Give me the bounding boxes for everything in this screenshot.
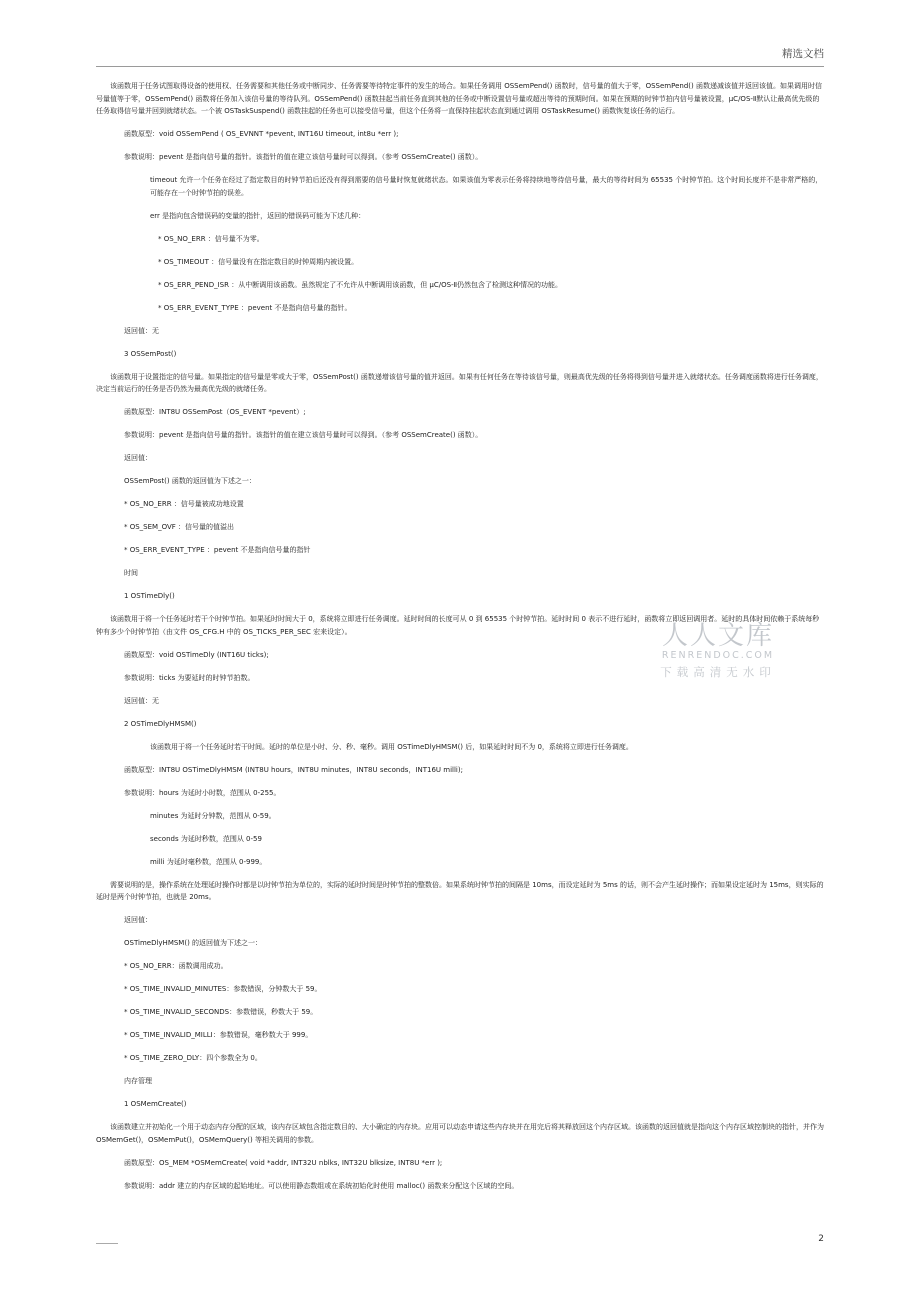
category-heading: 时间 — [124, 569, 138, 577]
prototype-ossempost: 函数原型：INT8U OSSemPost（OS_EVENT *pevent）; — [124, 408, 306, 416]
category-heading: 内存管理 — [124, 1077, 152, 1085]
param-seconds: seconds 为延时秒数，范围从 0-59 — [150, 834, 262, 843]
prototype-ostimedlyhmsm: 函数原型：INT8U OSTimeDlyHMSM (INT8U hours，INT8U minutes，INT8U seconds，INT16U milli); — [124, 765, 463, 774]
page-footer — [96, 1234, 824, 1250]
paragraph-ostimedly-desc: 该函数用于将一个任务延时若干个时钟节拍。如果延时时间大于 0，系统将立即进行任务调度。延时时间的长度可从 0 到 65535 个时钟节拍。延时时间 0 表示不进行延时，函数将立即返回调用者。延时的具体时间依赖于系统每秒钟有多少个时钟节拍（由文件 OS_CFG.H 中的 OS_TICKS_PER_SEC 宏来设定）。 — [96, 615, 820, 636]
return-code-item: * OS_TIME_INVALID_MILLI：参数错误，毫秒数大于 999。 — [124, 1031, 313, 1039]
watermark-title: 人人文库 — [661, 621, 774, 651]
error-code-item: * OS_NO_ERR ：信号量不为零。 — [158, 234, 264, 243]
paragraph-tick-note: 需要说明的是，操作系统在处理延时操作时都是以时钟节拍为单位的，实际的延时时间是时钟节拍的整数倍。如果系统时钟节拍的间隔是 10ms，而设定延时为 5ms 的话，则不会产生延时操作；而如果设定延时为 15ms，则实际的延时是两个时钟节拍，也就是 20ms。 — [96, 880, 824, 901]
param-minutes: minutes 为延时分钟数，范围从 0-59。 — [150, 811, 276, 820]
watermark-domain: RENRENDOC.COM — [661, 650, 775, 661]
paragraph-ossempost-desc: 该函数用于设置指定的信号量。如果指定的信号量是零或大于零，OSSemPost() 函数递增该信号量的值并返回。如果有任何任务在等待该信号量，则最高优先级的任务将得到信号量并进入就绪状态。任务调度函数将进行任务调度，决定当前运行的任务是否仍然为最高优先级的就绪任务。 — [96, 372, 823, 393]
return-value-label: 返回值：无 — [124, 696, 159, 705]
return-code-item: * OS_ERR_EVENT_TYPE ：pevent 不是指向信号量的指针 — [124, 546, 311, 554]
footer-rule — [96, 1243, 118, 1244]
header-label: 精选文档 — [782, 48, 824, 60]
param-err: err 是指向包含错误码的变量的指针，返回的错误码可能为下述几种： — [150, 211, 366, 220]
error-code-item: * OS_ERR_EVENT_TYPE ：pevent 不是指向信号量的指针。 — [158, 303, 352, 312]
section-heading: 1 OSTimeDly() — [124, 592, 175, 600]
section-heading: 2 OSTimeDlyHMSM() — [124, 719, 197, 728]
return-code-item: * OS_TIME_INVALID_MINUTES：参数错误，分钟数大于 59。 — [124, 985, 322, 993]
return-code-item: * OS_SEM_OVF ：信号量的值溢出 — [124, 523, 235, 531]
return-intro: OSTimeDlyHMSM() 的返回值为下述之一： — [124, 939, 263, 947]
return-value-label: 返回值： — [124, 454, 152, 462]
param-hours: 参数说明：hours 为延时小时数，范围从 0-255。 — [124, 788, 281, 797]
page-header — [96, 44, 824, 67]
return-code-item: * OS_NO_ERR ：信号量被成功地设置 — [124, 500, 244, 508]
prototype-osmemcreate: 函数原型：OS_MEM *OSMemCreate( void *addr, INT32U nblks, INT32U blksize, INT8U *err ); — [124, 1158, 443, 1167]
page-number: 2 — [818, 1234, 824, 1244]
section-heading: 3 OSSemPost() — [124, 349, 177, 358]
paragraph-ossempend-desc: 该函数用于任务试图取得设备的使用权、任务需要和其他任务或中断同步、任务需要等待特定事件的发生的场合。如果任务调用 OSSemPend() 函数时，信号量的值大于零，OSSemPend() 函数递减该值并返回该值。如果调用时信号量值等于零，OSSemPend() 函数将任务加入该信号量的等待队列。OSSemPend() 函数挂起当前任务直到其他的任务或中断设置信号量或超出等待的预期时间。如果在预期的时钟节拍内信号量被设置，μC/OS-Ⅱ默认让最高优先级的任务取得信号量并回到就绪状态。一个被 OSTaskSuspend() 函数挂起的任务也可以接受信号量，但这个任务将一直保持挂起状态直到通过调用 OSTaskResume() 函数恢复该任务的运行。 — [96, 82, 822, 115]
prototype-ossempend: 函数原型：void OSSemPend ( OS_EVNNT *pevent, INT16U timeout, int8u *err ); — [124, 130, 399, 138]
param-pevent: 参数说明：pevent 是指向信号量的指针。该指针的值在建立该信号量时可以得到。（参考 OSSemCreate() 函数）。 — [124, 153, 483, 161]
param-ticks: 参数说明：ticks 为要延时的时钟节拍数。 — [124, 673, 255, 682]
return-value-label: 返回值：无 — [124, 326, 159, 335]
return-intro: OSSemPost() 函数的返回值为下述之一： — [124, 477, 256, 485]
return-code-item: * OS_TIME_ZERO_DLY：四个参数全为 0。 — [124, 1054, 262, 1062]
param-milli: milli 为延时毫秒数，范围从 0-999。 — [150, 857, 267, 866]
return-code-item: * OS_TIME_INVALID_SECONDS：参数错误，秒数大于 59。 — [124, 1008, 318, 1016]
document-body — [96, 80, 824, 1203]
return-code-item: * OS_NO_ERR：函数调用成功。 — [124, 962, 228, 970]
error-code-item: * OS_ERR_PEND_ISR ：从中断调用该函数。虽然规定了不允许从中断调用该函数，但 μC/OS-Ⅱ仍然包含了检测这种情况的功能。 — [158, 280, 563, 289]
param-pevent: 参数说明：pevent 是指向信号量的指针。该指针的值在建立该信号量时可以得到。（参考 OSSemCreate() 函数）。 — [124, 431, 483, 439]
param-timeout: timeout 允许一个任务在经过了指定数目的时钟节拍后还没有得到需要的信号量时恢复就绪状态。如果该值为零表示任务将持续地等待信号量，最大的等待时间为 65535 个时钟节拍。这个时间长度并不是非常严格的，可能存在一个时钟节拍的误差。 — [150, 176, 823, 197]
return-value-label: 返回值： — [124, 916, 152, 924]
paragraph-osmemcreate-desc: 该函数建立并初始化一个用于动态内存分配的区域，该内存区域包含指定数目的、大小确定的内存块。应用可以动态申请这些内存块并在用完后将其释放回这个内存区域。该函数的返回值就是指向这个内存区域控制块的指针，并作为 OSMemGet()，OSMemPut()，OSMemQuery() 等相关调用的参数。 — [96, 1123, 824, 1144]
watermark-slogan: 下载高清无水印 — [660, 665, 776, 679]
error-code-item: * OS_TIMEOUT ：信号量没有在指定数目的时钟周期内被设置。 — [158, 257, 359, 266]
param-addr: 参数说明：addr 建立的内存区域的起始地址。可以使用静态数组或在系统初始化时使用 malloc() 函数来分配这个区域的空间。 — [124, 1181, 519, 1190]
paragraph-ostimedlyhmsm-desc: 该函数用于将一个任务延时若干时间。延时的单位是小时、分、秒、毫秒。调用 OSTimeDlyHMSM() 后，如果延时时间不为 0，系统将立即进行任务调度。 — [150, 742, 633, 751]
prototype-ostimedly: 函数原型：void OSTimeDly (INT16U ticks); — [124, 650, 269, 659]
section-heading: 1 OSMemCreate() — [124, 1100, 187, 1108]
